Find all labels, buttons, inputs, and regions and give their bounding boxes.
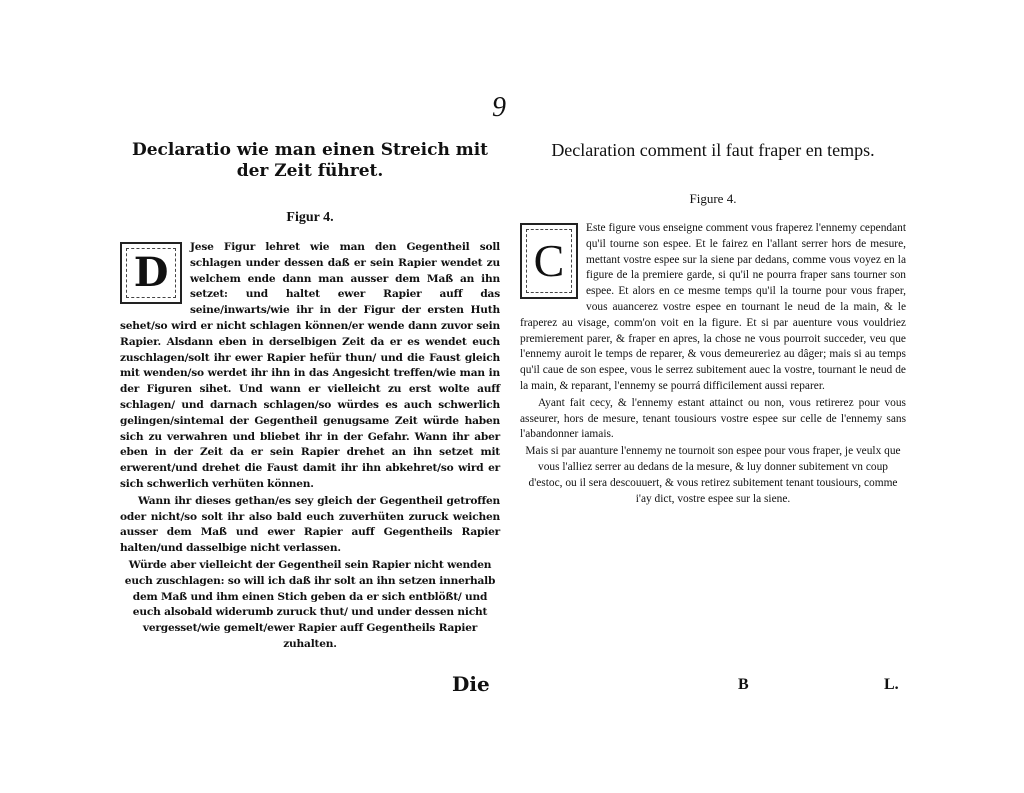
- german-figure-label: Figur 4.: [286, 210, 334, 225]
- german-catchword: Die: [452, 672, 490, 696]
- french-column: [520, 140, 906, 508]
- german-paragraph-2: Wann ihr dieses gethan/es sey gleich der Gegentheil getroffen oder nicht/so solt ihr also bald euch zuverhüten zuruck weichen ausser dem Maß und ewer Rapier auff Gegentheils Rapier halten/und dasselbige nicht verlassen.: [120, 494, 500, 555]
- french-paragraph-1: Este figure vous enseigne comment vous fraperez l'ennemy cependant qu'il tourne son espee. Et le fairez en l'allant serrer hors de mesure, mettant vostre espee sur la siene par dedans, comme vous voyez en la figure de la premiere garde, si qu'il ne pourra fraper sans tourner son espee. Et alors en ce mesme temps qu'il la tourne pour vous fraper, vous auancerez vostre espee en tournant le neud de la main, & le fraperez au visage, comm'on voit en la figure. Et si par auenture vous vouldriez premierement parer, & fraper en apres, la chose ne vous pourroit succeder, veu que l'ennemy auroit le temps de reparer, & vous demeureriez au dâger; mais si au temps qu'il caue de son espee, vous le serrez subitement auec la vostre, tournant le neud de la main, & reparant, l'ennemy se pourrá difficilement aussi reparer.: [520, 222, 906, 392]
- german-paragraph-3: Würde aber vielleicht der Gegentheil sein Rapier nicht wenden euch zuschlagen: so will ich daß ihr solt an ihn setzen innerhalb dem Maß und ihm einen Stich geben da er sich entblößt/ und euch alsobald widerumb zuruck thut/ und under dessen nicht vergesset/wie gemelt/ewer Rapier auff Gegentheils Rapier zuhalten.: [124, 558, 496, 650]
- page-number: 9: [492, 92, 506, 123]
- german-paragraph-1: Jese Figur lehret wie man den Gegentheil soll schlagen under dessen daß er sein Rapier wendet zu welchem ende dann man ausser dem Maß an ihn setzet: und haltet ewer Rapier auff das seine/inwarts/wie ihr in der Figur der ersten Huth sehet/so wird er nicht schlagen können/er wende dann zuvor sein Rapier. Alsdann eben in derselbigen Zeit da er es wendet euch zuschlagen/solt ihr ewer Rapier hefür thun/ und die Faust gleich mit wenden/so werdet ihr ihn in das Angesicht treffen/wie man in der Figuren sihet. Und wann er vielleicht zu erst wolte auff schlagen/ und darnach schlagen/so würdes es auch schwerlich gelingen/sintemal der Gegentheil genugsame Zeit würde haben sich zu verwahren und bliebet ihr in der Gefahr. Wann ihr aber eben in der Zeit da er sein Rapier drehet an ihn setzet mit erwerent/und drehet die Faust damit ihr ihn abkehret/so wird er sich schwerlich verhüten können.: [120, 241, 500, 490]
- french-paragraph-2: Ayant fait cecy, & l'ennemy estant attainct ou non, vous retirerez pour vous asseurer, hors de mesure, tenant tousiours vostre espee sur celle de l'ennemy sans l'abandonner iamais.: [520, 396, 906, 441]
- french-body: [520, 221, 906, 507]
- german-column: [120, 140, 500, 654]
- signature-mark: B: [738, 676, 749, 693]
- french-paragraph-3: Mais si par auanture l'ennemy ne tournoit son espee pour vous fraper, je veulx que vous l'alliez serrer au dedans de la mesure, & luy donner subitement vn coup d'estoc, ou il sera descouuert, & vous retirez subitement tenant tousiours, comme i'ay dict, vostre espee sur la siene.: [525, 445, 901, 505]
- french-catchword: L.: [884, 676, 899, 693]
- german-body: [120, 240, 500, 653]
- german-title: Declaratio wie man einen Streich mit der Zeit führet.: [131, 140, 489, 181]
- decorated-initial-c: C: [520, 223, 578, 299]
- french-title: Declaration comment il faut fraper en temps.: [551, 140, 875, 160]
- french-figure-label: Figure 4.: [689, 191, 737, 206]
- decorated-initial-d: D: [120, 242, 182, 304]
